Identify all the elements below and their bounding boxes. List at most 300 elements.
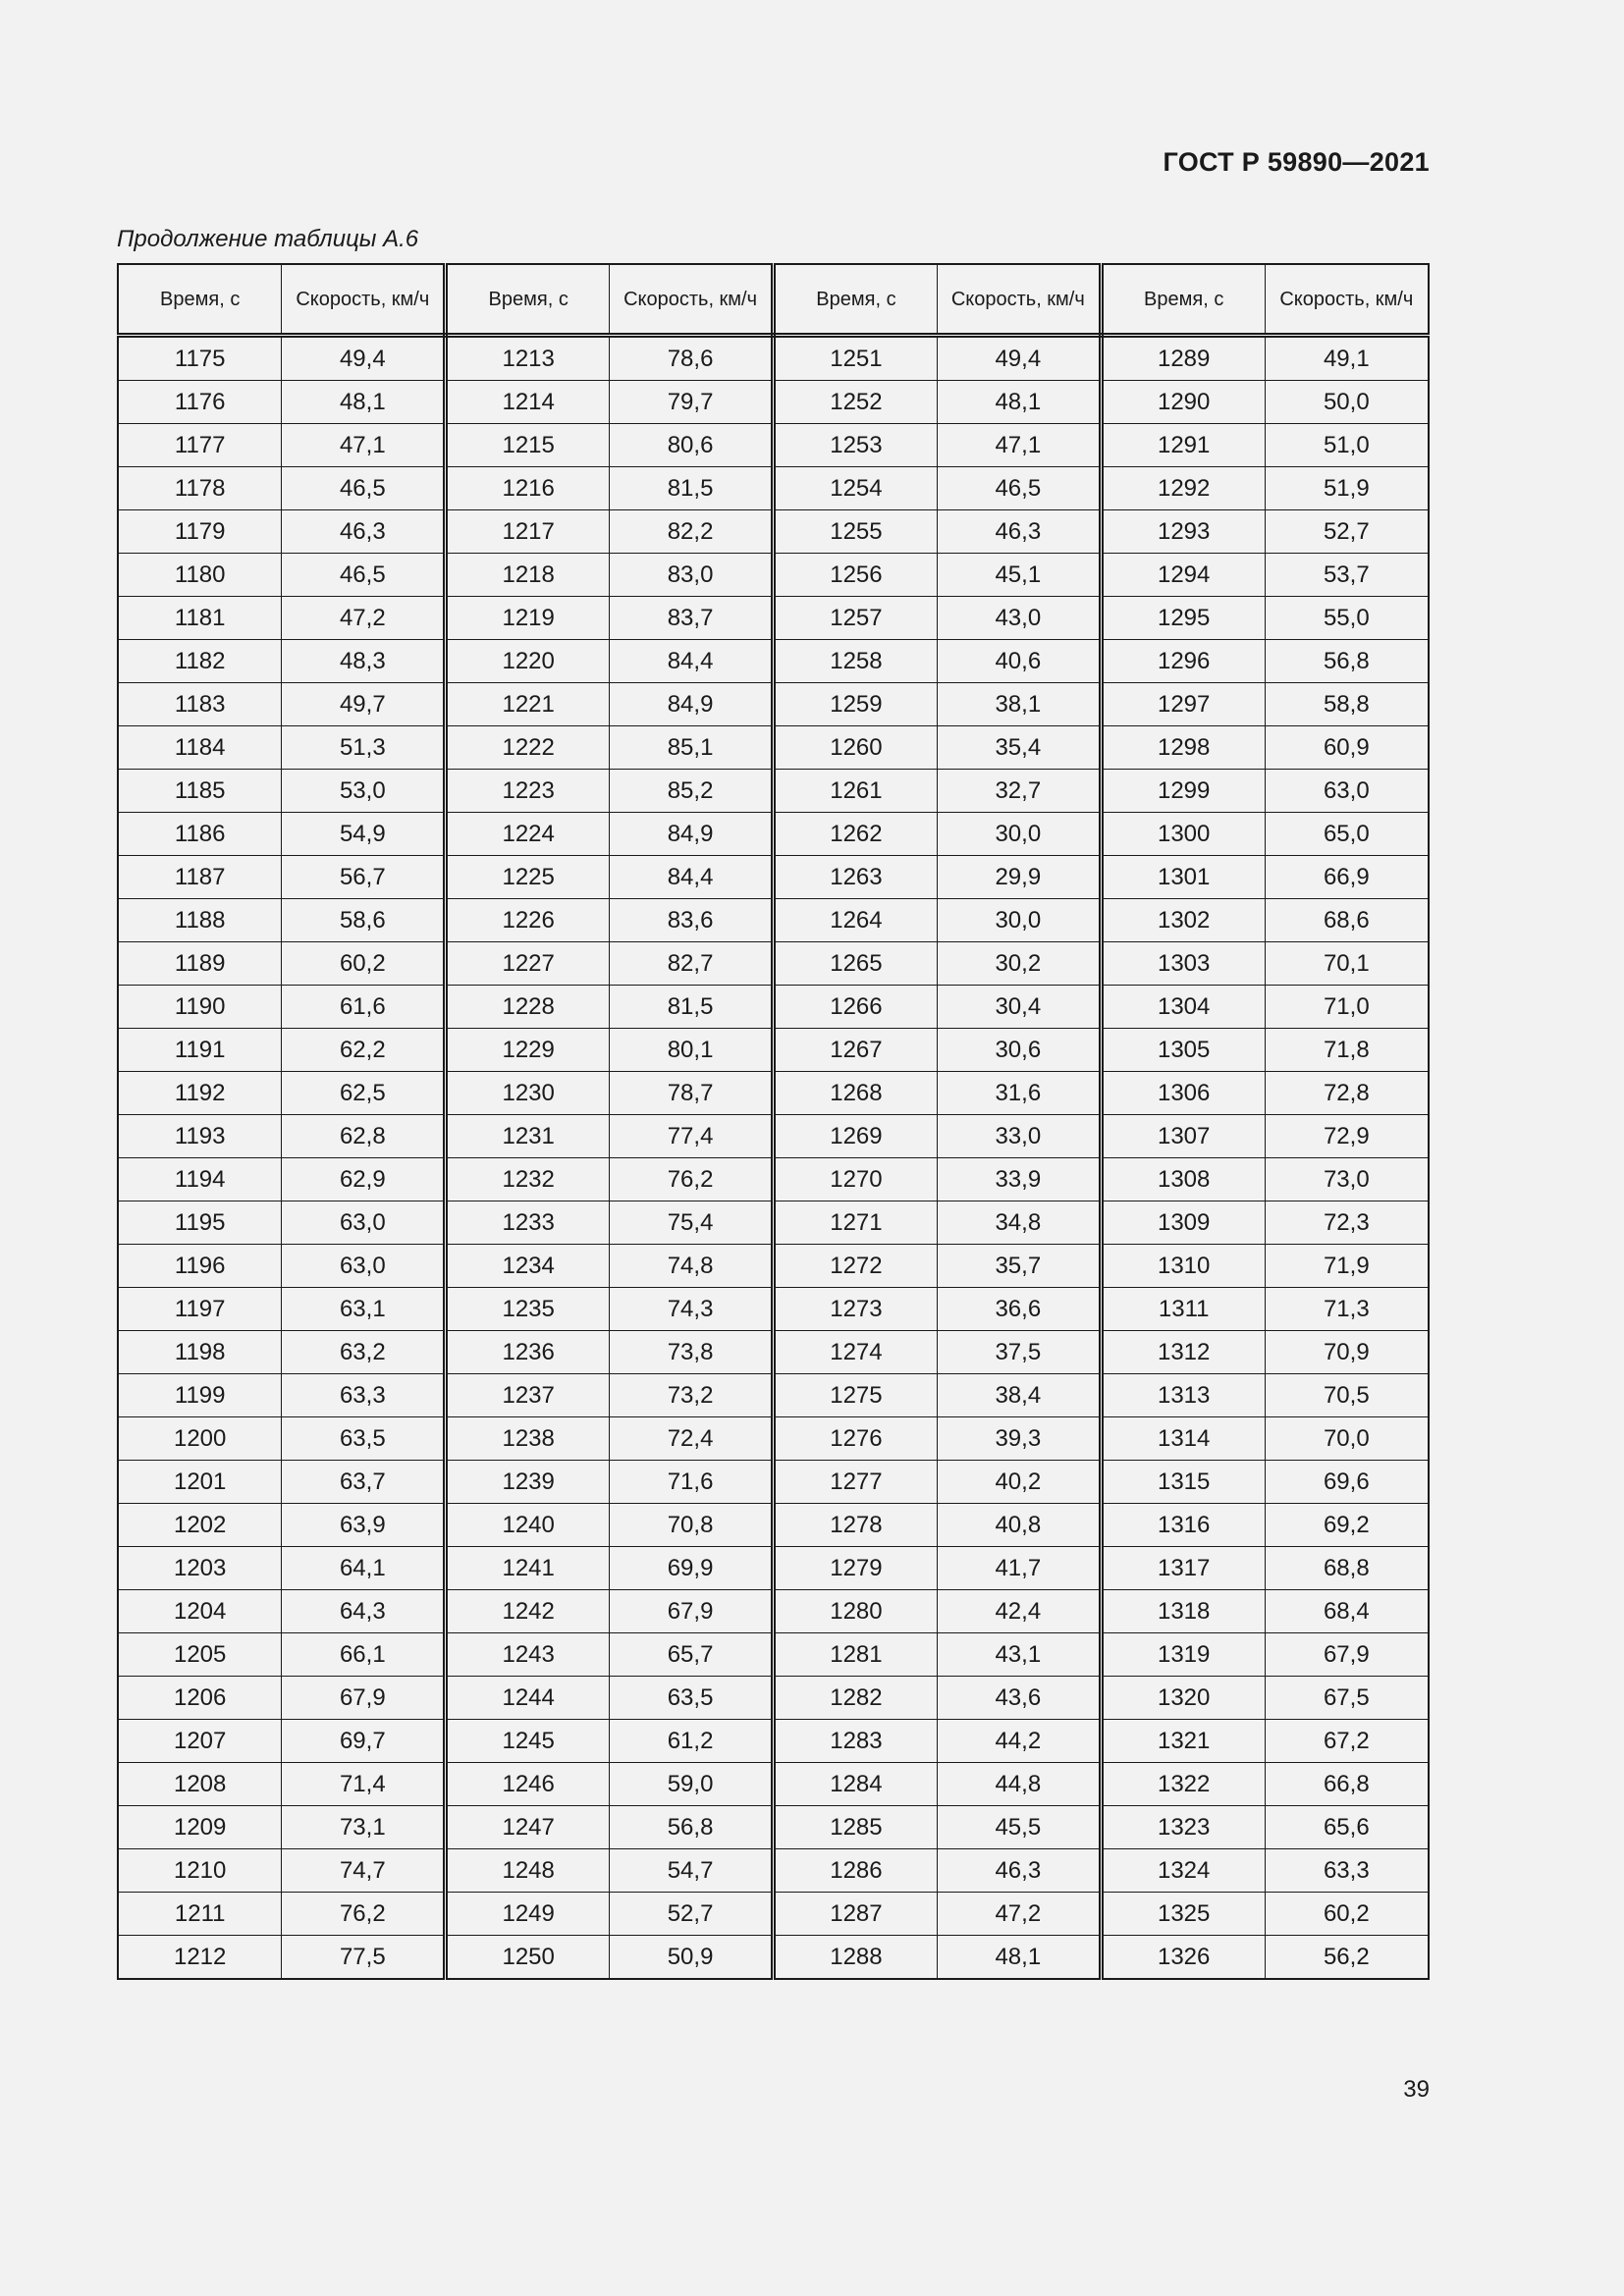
speed-cell: 65,7 <box>610 1633 774 1677</box>
speed-cell: 70,1 <box>1265 942 1429 986</box>
table-row <box>118 1115 1429 1158</box>
speed-cell: 48,1 <box>937 381 1101 424</box>
time-cell: 1272 <box>774 1245 938 1288</box>
speed-cell: 78,6 <box>610 336 774 381</box>
time-cell: 1180 <box>118 554 282 597</box>
time-cell: 1215 <box>446 424 610 467</box>
table-row <box>118 1158 1429 1201</box>
speed-cell: 64,1 <box>282 1547 446 1590</box>
speed-cell: 71,9 <box>1265 1245 1429 1288</box>
time-cell: 1279 <box>774 1547 938 1590</box>
time-cell: 1289 <box>1101 336 1265 381</box>
time-cell: 1233 <box>446 1201 610 1245</box>
speed-cell: 77,4 <box>610 1115 774 1158</box>
speed-cell: 30,0 <box>937 813 1101 856</box>
table-row <box>118 1720 1429 1763</box>
time-cell: 1214 <box>446 381 610 424</box>
table-row <box>118 1417 1429 1461</box>
time-cell: 1194 <box>118 1158 282 1201</box>
speed-cell: 59,0 <box>610 1763 774 1806</box>
table-row <box>118 1245 1429 1288</box>
time-cell: 1250 <box>446 1936 610 1980</box>
speed-cell: 53,7 <box>1265 554 1429 597</box>
speed-cell: 33,9 <box>937 1158 1101 1201</box>
speed-cell: 67,9 <box>282 1677 446 1720</box>
speed-time-table <box>117 263 1430 1980</box>
time-cell: 1176 <box>118 381 282 424</box>
time-cell: 1268 <box>774 1072 938 1115</box>
speed-cell: 63,5 <box>282 1417 446 1461</box>
time-cell: 1253 <box>774 424 938 467</box>
table-row <box>118 770 1429 813</box>
time-cell: 1242 <box>446 1590 610 1633</box>
table-body <box>118 336 1429 1980</box>
time-cell: 1294 <box>1101 554 1265 597</box>
time-cell: 1237 <box>446 1374 610 1417</box>
speed-cell: 83,7 <box>610 597 774 640</box>
speed-cell: 83,6 <box>610 899 774 942</box>
table-row <box>118 1331 1429 1374</box>
time-cell: 1197 <box>118 1288 282 1331</box>
speed-cell: 75,4 <box>610 1201 774 1245</box>
time-cell: 1303 <box>1101 942 1265 986</box>
speed-cell: 56,8 <box>610 1806 774 1849</box>
speed-cell: 36,6 <box>937 1288 1101 1331</box>
time-cell: 1283 <box>774 1720 938 1763</box>
time-cell: 1218 <box>446 554 610 597</box>
time-cell: 1220 <box>446 640 610 683</box>
time-cell: 1277 <box>774 1461 938 1504</box>
speed-cell: 47,1 <box>282 424 446 467</box>
speed-cell: 51,9 <box>1265 467 1429 510</box>
time-cell: 1217 <box>446 510 610 554</box>
time-cell: 1288 <box>774 1936 938 1980</box>
table-row <box>118 1936 1429 1980</box>
speed-cell: 80,6 <box>610 424 774 467</box>
speed-cell: 40,8 <box>937 1504 1101 1547</box>
time-cell: 1311 <box>1101 1288 1265 1331</box>
speed-cell: 51,3 <box>282 726 446 770</box>
time-cell: 1275 <box>774 1374 938 1417</box>
time-cell: 1261 <box>774 770 938 813</box>
speed-cell: 52,7 <box>610 1893 774 1936</box>
speed-cell: 72,8 <box>1265 1072 1429 1115</box>
time-cell: 1319 <box>1101 1633 1265 1677</box>
time-cell: 1198 <box>118 1331 282 1374</box>
speed-cell: 80,1 <box>610 1029 774 1072</box>
speed-cell: 70,8 <box>610 1504 774 1547</box>
speed-cell: 49,4 <box>937 336 1101 381</box>
speed-cell: 42,4 <box>937 1590 1101 1633</box>
table-row <box>118 726 1429 770</box>
speed-cell: 73,2 <box>610 1374 774 1417</box>
speed-cell: 56,2 <box>1265 1936 1429 1980</box>
speed-cell: 43,6 <box>937 1677 1101 1720</box>
time-cell: 1177 <box>118 424 282 467</box>
speed-cell: 41,7 <box>937 1547 1101 1590</box>
table-caption: Продолжение таблицы А.6 <box>117 226 419 252</box>
time-cell: 1210 <box>118 1849 282 1893</box>
table-row <box>118 1633 1429 1677</box>
speed-cell: 77,5 <box>282 1936 446 1980</box>
time-cell: 1175 <box>118 336 282 381</box>
time-cell: 1206 <box>118 1677 282 1720</box>
time-cell: 1246 <box>446 1763 610 1806</box>
speed-cell: 78,7 <box>610 1072 774 1115</box>
time-cell: 1183 <box>118 683 282 726</box>
time-cell: 1222 <box>446 726 610 770</box>
time-cell: 1226 <box>446 899 610 942</box>
speed-cell: 30,2 <box>937 942 1101 986</box>
speed-cell: 38,1 <box>937 683 1101 726</box>
speed-cell: 67,5 <box>1265 1677 1429 1720</box>
time-cell: 1317 <box>1101 1547 1265 1590</box>
speed-cell: 48,3 <box>282 640 446 683</box>
speed-cell: 74,7 <box>282 1849 446 1893</box>
speed-cell: 52,7 <box>1265 510 1429 554</box>
speed-cell: 31,6 <box>937 1072 1101 1115</box>
speed-cell: 76,2 <box>282 1893 446 1936</box>
time-cell: 1205 <box>118 1633 282 1677</box>
time-cell: 1323 <box>1101 1806 1265 1849</box>
table-row <box>118 467 1429 510</box>
time-cell: 1259 <box>774 683 938 726</box>
speed-cell: 54,7 <box>610 1849 774 1893</box>
time-cell: 1257 <box>774 597 938 640</box>
speed-cell: 46,5 <box>282 554 446 597</box>
time-cell: 1267 <box>774 1029 938 1072</box>
table-row <box>118 554 1429 597</box>
speed-cell: 72,9 <box>1265 1115 1429 1158</box>
speed-cell: 61,2 <box>610 1720 774 1763</box>
time-cell: 1309 <box>1101 1201 1265 1245</box>
speed-cell: 46,5 <box>937 467 1101 510</box>
table-row <box>118 1201 1429 1245</box>
time-cell: 1231 <box>446 1115 610 1158</box>
speed-cell: 63,3 <box>282 1374 446 1417</box>
speed-cell: 62,5 <box>282 1072 446 1115</box>
speed-cell: 40,2 <box>937 1461 1101 1504</box>
time-cell: 1203 <box>118 1547 282 1590</box>
time-cell: 1308 <box>1101 1158 1265 1201</box>
speed-cell: 83,0 <box>610 554 774 597</box>
speed-cell: 49,1 <box>1265 336 1429 381</box>
time-cell: 1255 <box>774 510 938 554</box>
speed-cell: 69,9 <box>610 1547 774 1590</box>
time-cell: 1321 <box>1101 1720 1265 1763</box>
time-cell: 1262 <box>774 813 938 856</box>
time-cell: 1239 <box>446 1461 610 1504</box>
speed-cell: 63,2 <box>282 1331 446 1374</box>
speed-cell: 63,3 <box>1265 1849 1429 1893</box>
speed-cell: 44,2 <box>937 1720 1101 1763</box>
time-cell: 1304 <box>1101 986 1265 1029</box>
time-cell: 1325 <box>1101 1893 1265 1936</box>
time-cell: 1263 <box>774 856 938 899</box>
speed-cell: 58,6 <box>282 899 446 942</box>
time-cell: 1313 <box>1101 1374 1265 1417</box>
time-cell: 1192 <box>118 1072 282 1115</box>
time-cell: 1224 <box>446 813 610 856</box>
speed-cell: 67,9 <box>1265 1633 1429 1677</box>
speed-cell: 70,9 <box>1265 1331 1429 1374</box>
time-cell: 1230 <box>446 1072 610 1115</box>
table-row <box>118 336 1429 381</box>
speed-cell: 65,0 <box>1265 813 1429 856</box>
speed-cell: 68,8 <box>1265 1547 1429 1590</box>
speed-cell: 69,2 <box>1265 1504 1429 1547</box>
time-cell: 1195 <box>118 1201 282 1245</box>
time-cell: 1244 <box>446 1677 610 1720</box>
time-cell: 1286 <box>774 1849 938 1893</box>
table-row <box>118 1677 1429 1720</box>
speed-cell: 37,5 <box>937 1331 1101 1374</box>
speed-header: Скорость, км/ч <box>1265 264 1429 336</box>
speed-cell: 30,4 <box>937 986 1101 1029</box>
time-cell: 1219 <box>446 597 610 640</box>
speed-cell: 72,4 <box>610 1417 774 1461</box>
speed-cell: 61,6 <box>282 986 446 1029</box>
speed-cell: 47,2 <box>937 1893 1101 1936</box>
document-code: ГОСТ Р 59890—2021 <box>1163 147 1430 177</box>
speed-cell: 60,2 <box>1265 1893 1429 1936</box>
time-cell: 1305 <box>1101 1029 1265 1072</box>
time-cell: 1282 <box>774 1677 938 1720</box>
speed-cell: 63,0 <box>1265 770 1429 813</box>
time-cell: 1299 <box>1101 770 1265 813</box>
table-row <box>118 1461 1429 1504</box>
speed-cell: 73,0 <box>1265 1158 1429 1201</box>
speed-cell: 47,1 <box>937 424 1101 467</box>
time-cell: 1251 <box>774 336 938 381</box>
time-cell: 1315 <box>1101 1461 1265 1504</box>
speed-cell: 29,9 <box>937 856 1101 899</box>
time-header: Время, с <box>1101 264 1265 336</box>
speed-cell: 44,8 <box>937 1763 1101 1806</box>
time-cell: 1204 <box>118 1590 282 1633</box>
time-cell: 1213 <box>446 336 610 381</box>
speed-cell: 76,2 <box>610 1158 774 1201</box>
time-cell: 1287 <box>774 1893 938 1936</box>
speed-cell: 63,9 <box>282 1504 446 1547</box>
table-row <box>118 424 1429 467</box>
table-row <box>118 1590 1429 1633</box>
time-cell: 1310 <box>1101 1245 1265 1288</box>
speed-cell: 49,7 <box>282 683 446 726</box>
table-row <box>118 640 1429 683</box>
speed-cell: 56,8 <box>1265 640 1429 683</box>
time-cell: 1182 <box>118 640 282 683</box>
speed-header: Скорость, км/ч <box>610 264 774 336</box>
speed-cell: 63,0 <box>282 1201 446 1245</box>
time-cell: 1265 <box>774 942 938 986</box>
time-cell: 1295 <box>1101 597 1265 640</box>
time-cell: 1187 <box>118 856 282 899</box>
time-cell: 1290 <box>1101 381 1265 424</box>
speed-cell: 63,7 <box>282 1461 446 1504</box>
speed-cell: 54,9 <box>282 813 446 856</box>
speed-cell: 62,2 <box>282 1029 446 1072</box>
speed-header: Скорость, км/ч <box>282 264 446 336</box>
time-cell: 1216 <box>446 467 610 510</box>
time-cell: 1207 <box>118 1720 282 1763</box>
speed-cell: 45,5 <box>937 1806 1101 1849</box>
time-cell: 1320 <box>1101 1677 1265 1720</box>
time-cell: 1269 <box>774 1115 938 1158</box>
speed-cell: 60,9 <box>1265 726 1429 770</box>
time-cell: 1258 <box>774 640 938 683</box>
time-cell: 1298 <box>1101 726 1265 770</box>
table-row <box>118 942 1429 986</box>
time-cell: 1249 <box>446 1893 610 1936</box>
speed-cell: 82,7 <box>610 942 774 986</box>
time-cell: 1228 <box>446 986 610 1029</box>
table-row <box>118 813 1429 856</box>
time-cell: 1326 <box>1101 1936 1265 1980</box>
time-cell: 1225 <box>446 856 610 899</box>
table-row <box>118 510 1429 554</box>
speed-cell: 56,7 <box>282 856 446 899</box>
speed-cell: 70,5 <box>1265 1374 1429 1417</box>
speed-cell: 84,9 <box>610 813 774 856</box>
time-header: Время, с <box>774 264 938 336</box>
time-cell: 1221 <box>446 683 610 726</box>
speed-cell: 73,1 <box>282 1806 446 1849</box>
speed-cell: 35,7 <box>937 1245 1101 1288</box>
speed-cell: 66,1 <box>282 1633 446 1677</box>
table-row <box>118 1504 1429 1547</box>
table-row <box>118 683 1429 726</box>
speed-cell: 85,1 <box>610 726 774 770</box>
table-row <box>118 1849 1429 1893</box>
speed-cell: 84,9 <box>610 683 774 726</box>
time-cell: 1245 <box>446 1720 610 1763</box>
speed-cell: 30,0 <box>937 899 1101 942</box>
speed-cell: 71,8 <box>1265 1029 1429 1072</box>
time-cell: 1254 <box>774 467 938 510</box>
speed-cell: 46,5 <box>282 467 446 510</box>
speed-cell: 71,6 <box>610 1461 774 1504</box>
speed-cell: 81,5 <box>610 986 774 1029</box>
speed-cell: 58,8 <box>1265 683 1429 726</box>
speed-cell: 51,0 <box>1265 424 1429 467</box>
table-row <box>118 1288 1429 1331</box>
speed-cell: 68,6 <box>1265 899 1429 942</box>
speed-cell: 33,0 <box>937 1115 1101 1158</box>
speed-cell: 79,7 <box>610 381 774 424</box>
table-row <box>118 986 1429 1029</box>
speed-cell: 48,1 <box>937 1936 1101 1980</box>
time-cell: 1248 <box>446 1849 610 1893</box>
speed-cell: 82,2 <box>610 510 774 554</box>
time-cell: 1300 <box>1101 813 1265 856</box>
speed-cell: 43,0 <box>937 597 1101 640</box>
time-cell: 1314 <box>1101 1417 1265 1461</box>
speed-cell: 53,0 <box>282 770 446 813</box>
speed-cell: 46,3 <box>282 510 446 554</box>
speed-cell: 30,6 <box>937 1029 1101 1072</box>
time-cell: 1209 <box>118 1806 282 1849</box>
time-cell: 1252 <box>774 381 938 424</box>
speed-cell: 32,7 <box>937 770 1101 813</box>
speed-cell: 68,4 <box>1265 1590 1429 1633</box>
speed-cell: 35,4 <box>937 726 1101 770</box>
time-cell: 1273 <box>774 1288 938 1331</box>
time-cell: 1232 <box>446 1158 610 1201</box>
time-cell: 1189 <box>118 942 282 986</box>
time-cell: 1211 <box>118 1893 282 1936</box>
speed-cell: 84,4 <box>610 640 774 683</box>
table-row <box>118 1029 1429 1072</box>
time-cell: 1271 <box>774 1201 938 1245</box>
time-cell: 1179 <box>118 510 282 554</box>
time-cell: 1191 <box>118 1029 282 1072</box>
time-cell: 1247 <box>446 1806 610 1849</box>
time-cell: 1291 <box>1101 424 1265 467</box>
time-cell: 1266 <box>774 986 938 1029</box>
speed-cell: 62,8 <box>282 1115 446 1158</box>
speed-cell: 69,6 <box>1265 1461 1429 1504</box>
time-cell: 1312 <box>1101 1331 1265 1374</box>
time-cell: 1280 <box>774 1590 938 1633</box>
table-row <box>118 381 1429 424</box>
speed-cell: 66,9 <box>1265 856 1429 899</box>
table-row <box>118 856 1429 899</box>
page-number: 39 <box>1403 2076 1430 2103</box>
speed-cell: 50,0 <box>1265 381 1429 424</box>
time-cell: 1301 <box>1101 856 1265 899</box>
time-cell: 1234 <box>446 1245 610 1288</box>
time-cell: 1229 <box>446 1029 610 1072</box>
time-cell: 1256 <box>774 554 938 597</box>
speed-cell: 66,8 <box>1265 1763 1429 1806</box>
speed-cell: 72,3 <box>1265 1201 1429 1245</box>
table-row <box>118 1547 1429 1590</box>
time-cell: 1296 <box>1101 640 1265 683</box>
time-cell: 1243 <box>446 1633 610 1677</box>
time-cell: 1200 <box>118 1417 282 1461</box>
time-cell: 1235 <box>446 1288 610 1331</box>
time-cell: 1208 <box>118 1763 282 1806</box>
time-cell: 1260 <box>774 726 938 770</box>
table-header-row <box>118 264 1429 336</box>
speed-cell: 71,3 <box>1265 1288 1429 1331</box>
time-cell: 1281 <box>774 1633 938 1677</box>
time-cell: 1181 <box>118 597 282 640</box>
time-cell: 1276 <box>774 1417 938 1461</box>
speed-cell: 43,1 <box>937 1633 1101 1677</box>
speed-cell: 60,2 <box>282 942 446 986</box>
time-cell: 1186 <box>118 813 282 856</box>
speed-cell: 65,6 <box>1265 1806 1429 1849</box>
time-cell: 1324 <box>1101 1849 1265 1893</box>
speed-cell: 85,2 <box>610 770 774 813</box>
time-cell: 1227 <box>446 942 610 986</box>
speed-cell: 38,4 <box>937 1374 1101 1417</box>
time-cell: 1185 <box>118 770 282 813</box>
time-cell: 1322 <box>1101 1763 1265 1806</box>
time-cell: 1184 <box>118 726 282 770</box>
time-cell: 1201 <box>118 1461 282 1504</box>
time-cell: 1284 <box>774 1763 938 1806</box>
time-cell: 1212 <box>118 1936 282 1980</box>
time-cell: 1223 <box>446 770 610 813</box>
speed-cell: 73,8 <box>610 1331 774 1374</box>
time-cell: 1307 <box>1101 1115 1265 1158</box>
time-cell: 1236 <box>446 1331 610 1374</box>
speed-cell: 55,0 <box>1265 597 1429 640</box>
table-row <box>118 597 1429 640</box>
